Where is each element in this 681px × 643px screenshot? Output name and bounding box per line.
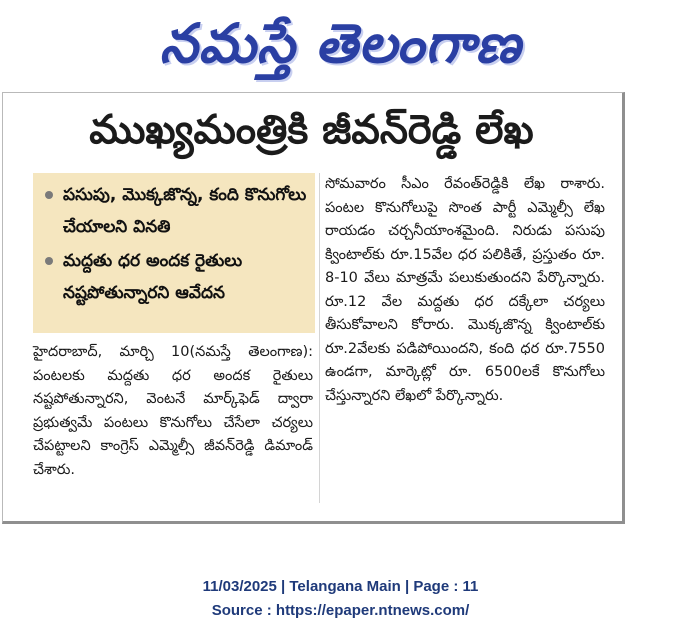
column-divider xyxy=(319,173,320,503)
footer-source: Source : https://epaper.ntnews.com/ xyxy=(211,602,470,619)
bullet-icon xyxy=(45,257,53,265)
news-clipping xyxy=(2,92,625,524)
article-headline: ముఖ్యమంత్రికి జీవన్‌రెడ్డి లేఖ xyxy=(89,107,534,153)
highlights-box xyxy=(33,173,315,333)
bullet-icon xyxy=(45,191,53,199)
masthead-title: నమస్తే తెలంగాణ xyxy=(159,12,522,75)
article-body-right: సోమవారం సీఎం రేవంత్‌రెడ్డికి లేఖ రాశారు. పంటల కొనుగోలుపై సొంత పార్టీ ఎమ్మెల్సీ లేఖ రాయడం చర్చనీయాంశమైంది. నిరుడు పసుపు క్వింటాల్‌కు రూ.15వేల ధర పలికితే, ప్రస్తుతం రూ. 8-10 వేలు మాత్రమే పలుకుతుందని పేర్కొన్నారు. రూ.12 వేల మద్దతు ధర దక్కేలా చర్యలు తీసుకోవాలని కోరారు. మొక్కజొన్న క్వింటాల్‌కు రూ.2వేలకు పడిపోయిందని, కంది ధర రూ.7550 ఉండగా, మార్కెట్లో రూ. 6500లకే కొనుగోలు చేస్తున్నారని లేఖలో పేర్కొన్నారు. xyxy=(325,176,605,404)
highlight-item xyxy=(43,245,307,309)
article-body-left: హైదరాబాద్, మార్చి 10(నమస్తే తెలంగాణ): పంటలకు మద్దతు ధర అందక రైతులు నష్టపోతున్నారని, వెంటనే మార్క్‌ఫెడ్ ద్వారా ప్రభుత్వమే పంటలు కొనుగోలు చేసేలా చర్యలు చేపట్టాలని కాంగ్రెస్ ఎమ్మెల్సీ జీవన్‌రెడ్డి డిమాండ్ చేశారు. xyxy=(33,344,313,478)
highlight-item xyxy=(43,179,307,243)
footer-date-edition: 11/03/2025 | Telangana Main | Page : 11 xyxy=(202,578,479,595)
highlight-text: మద్దతు ధర అందక రైతులు నష్టపోతున్నారని ఆవేదన xyxy=(63,251,243,303)
highlight-text: పసుపు, మొక్కజొన్న, కంది కొనుగోలు చేయాలని వినతి xyxy=(63,185,307,237)
